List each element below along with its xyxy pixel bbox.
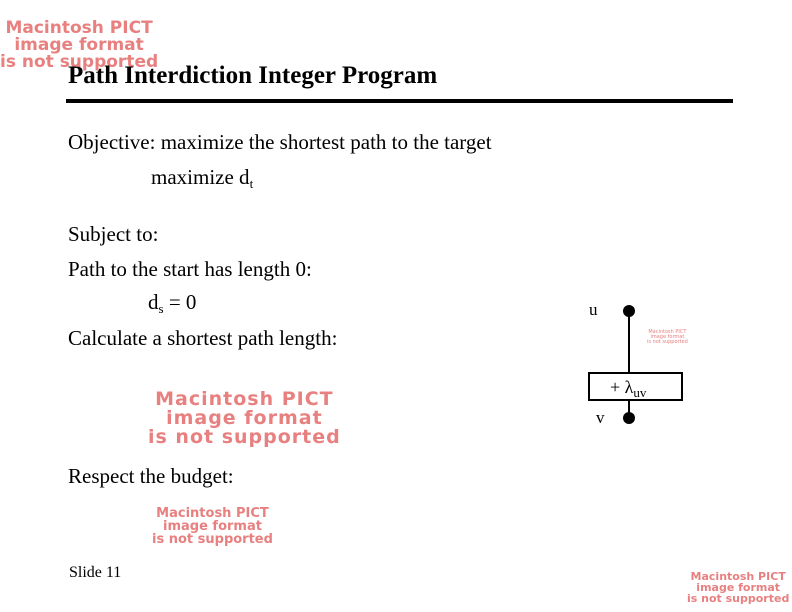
slide-title: Path Interdiction Integer Program (68, 62, 438, 89)
pict-line-3: is not supported (687, 592, 790, 605)
pict-placeholder-equation (148, 390, 341, 447)
shortest-path-label: Calculate a shortest path length: (68, 326, 338, 350)
pict-line-3: is not supported (148, 426, 341, 448)
title-divider (66, 99, 733, 103)
pict-line-2: image format (166, 407, 323, 429)
objective-label: Objective: maximize the shortest path to the target (68, 130, 492, 154)
node-u-label: u (589, 300, 598, 319)
start-rhs: = 0 (163, 290, 197, 314)
start-constraint-label: Path to the start has length 0: (68, 257, 312, 281)
edge-upper (628, 315, 630, 373)
pict-line-3: is not supported (0, 52, 159, 72)
edge-term: + λ (610, 377, 634, 397)
pict-line-1: Macintosh PICT (155, 388, 334, 410)
edge-weight-box (588, 372, 683, 401)
pict-line-2: image format (162, 519, 262, 534)
pict-placeholder-corner (687, 571, 789, 604)
slide-number: Slide 11 (69, 564, 122, 581)
pict-line-1: Macintosh PICT (156, 506, 269, 521)
pict-line-2: image format (14, 35, 144, 55)
pict-placeholder-budget (152, 507, 273, 546)
objective-formula-prefix: maximize d (151, 165, 250, 189)
pict-line-1: Macintosh PICT (690, 570, 786, 583)
node-v-label: v (596, 408, 605, 427)
pict-line-3: is not supported (152, 532, 273, 547)
start-var-sub: s (158, 301, 164, 316)
pict-line-3: is not supported (647, 339, 688, 345)
subject-to-label: Subject to: (68, 222, 159, 246)
budget-label: Respect the budget: (68, 464, 234, 488)
objective-formula (151, 165, 253, 192)
pict-line-2: image format (650, 334, 685, 340)
pict-line-1: Macintosh PICT (648, 329, 687, 335)
pict-placeholder-small (647, 330, 688, 345)
start-constraint-formula (148, 290, 196, 317)
node-v (623, 412, 635, 424)
pict-line-2: image format (696, 581, 781, 594)
objective-formula-sub: t (249, 176, 254, 191)
start-var: d (148, 290, 159, 314)
edge-term-sub: uv (633, 385, 647, 400)
pict-line-1: Macintosh PICT (5, 18, 153, 38)
